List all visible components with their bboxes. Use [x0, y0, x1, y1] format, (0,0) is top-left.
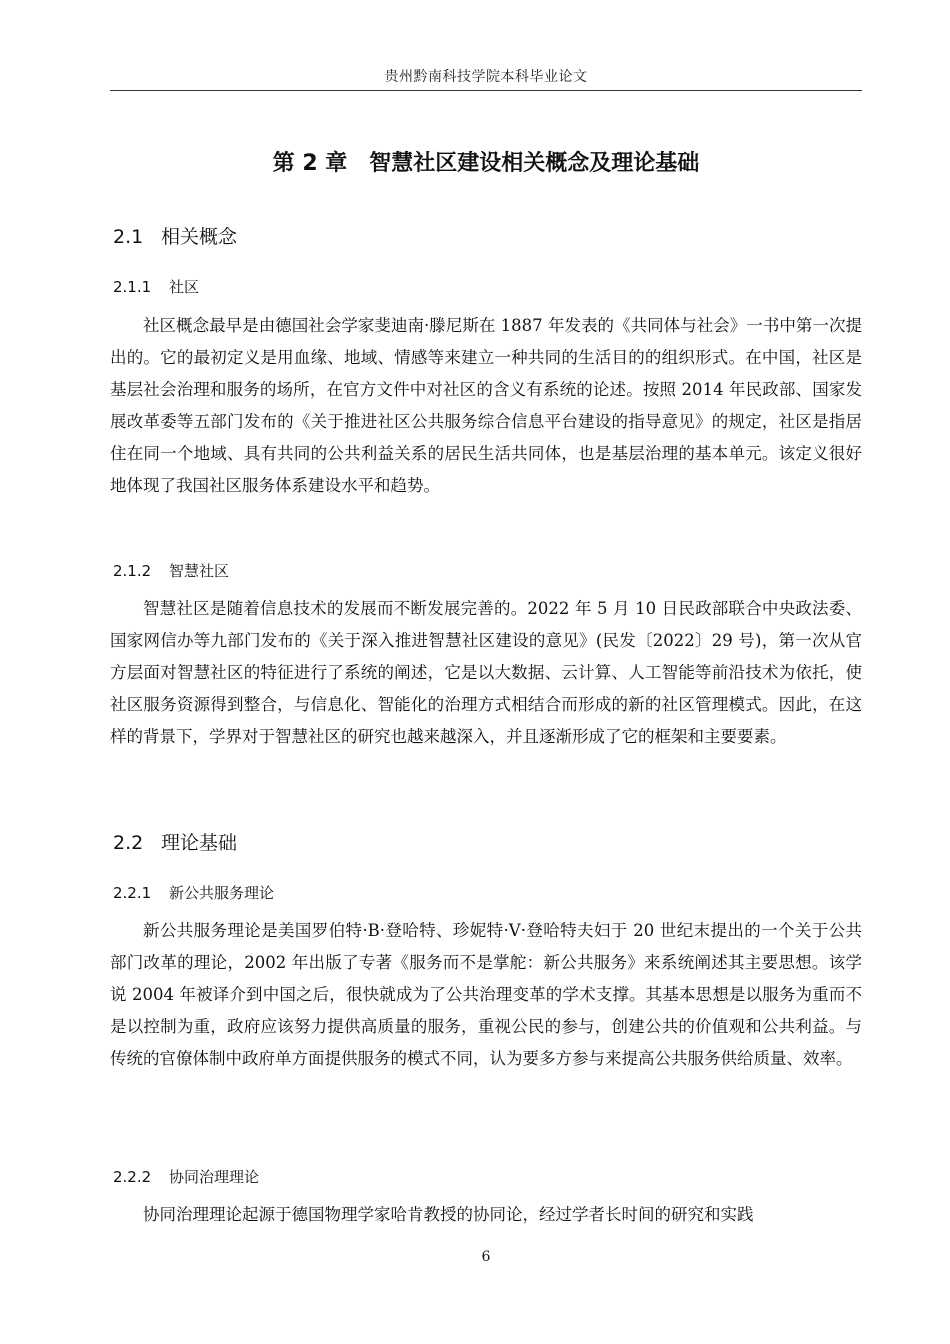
section-number: 2.1 [113, 226, 144, 248]
page-number: 6 [481, 1249, 491, 1265]
subsection-heading-2-2-1 [113, 882, 274, 903]
subsection-title: 新公共服务理论 [169, 884, 275, 902]
running-header: 贵州黔南科技学院本科毕业论文 [384, 69, 588, 85]
section-heading-2-1 [113, 222, 237, 249]
chapter-title: 第 2 章 智慧社区建设相关概念及理论基础 [272, 151, 700, 176]
subsection-title: 智慧社区 [169, 562, 230, 580]
paragraph-collaborative-governance: 协同治理理论起源于德国物理学家哈肯教授的协同论，经过学者长时间的研究和实践 [143, 1205, 754, 1224]
subsection-number: 2.1.1 [113, 278, 152, 296]
subsection-heading-2-1-1 [113, 276, 199, 297]
subsection-number: 2.1.2 [113, 562, 152, 580]
subsection-title: 社区 [169, 278, 200, 296]
section-heading-2-2 [113, 828, 237, 855]
section-number: 2.2 [113, 832, 144, 854]
paragraph-new-public-service: 新公共服务理论是美国罗伯特·B·登哈特、珍妮特·V·登哈特夫妇于 20 世纪末提出的一个关于公共部门改革的理论，2002 年出版了专著《服务而不是掌舵：新公共服务》来系统阐述其主要思想。该学说 2004 年被译介到中国之后，很快就成为了公共治理变革的学术支撑。其基本思想是以服务为重而不是以控制为重，政府应该努力提供高质量的服务，重视公民的参与，创建公共的价值观和公共利益。与传统的官僚体制中政府单方面提供服务的模式不同，认为要多方参与来提高公共服务供给质量、效率。 [110, 921, 862, 1068]
subsection-heading-2-2-2 [113, 1166, 259, 1187]
subsection-number: 2.2.2 [113, 1168, 152, 1186]
subsection-heading-2-1-2 [113, 560, 229, 581]
header-divider [110, 90, 862, 91]
paragraph-community: 社区概念最早是由德国社会学家斐迪南·滕尼斯在 1887 年发表的《共同体与社会》一书中第一次提出的。它的最初定义是用血缘、地域、情感等来建立一种共同的生活目的的组织形式。在中国，社区是基层社会治理和服务的场所，在官方文件中对社区的含义有系统的论述。按照 2014 年民政部、国家发展改革委等五部门发布的《关于推进社区公共服务综合信息平台建设的指导意见》的规定，社区是指居住在同一个地域、具有共同的公共利益关系的居民生活共同体，也是基层治理的基本单元。该定义很好地体现了我国社区服务体系建设水平和趋势。 [110, 316, 862, 495]
paragraph-smart-community: 智慧社区是随着信息技术的发展而不断发展完善的。2022 年 5 月 10 日民政部联合中央政法委、国家网信办等九部门发布的《关于深入推进智慧社区建设的意见》(民发〔2022〕29 号)，第一次从官方层面对智慧社区的特征进行了系统的阐述，它是以大数据、云计算、人工智能等前沿技术为依托，使社区服务资源得到整合，与信息化、智能化的治理方式相结合而形成的新的社区管理模式。因此，在这样的背景下，学界对于智慧社区的研究也越来越深入，并且逐渐形成了它的框架和主要要素。 [110, 599, 862, 746]
section-title: 理论基础 [161, 832, 238, 854]
subsection-number: 2.2.1 [113, 884, 152, 902]
subsection-title: 协同治理理论 [169, 1168, 260, 1186]
section-title: 相关概念 [161, 226, 238, 248]
